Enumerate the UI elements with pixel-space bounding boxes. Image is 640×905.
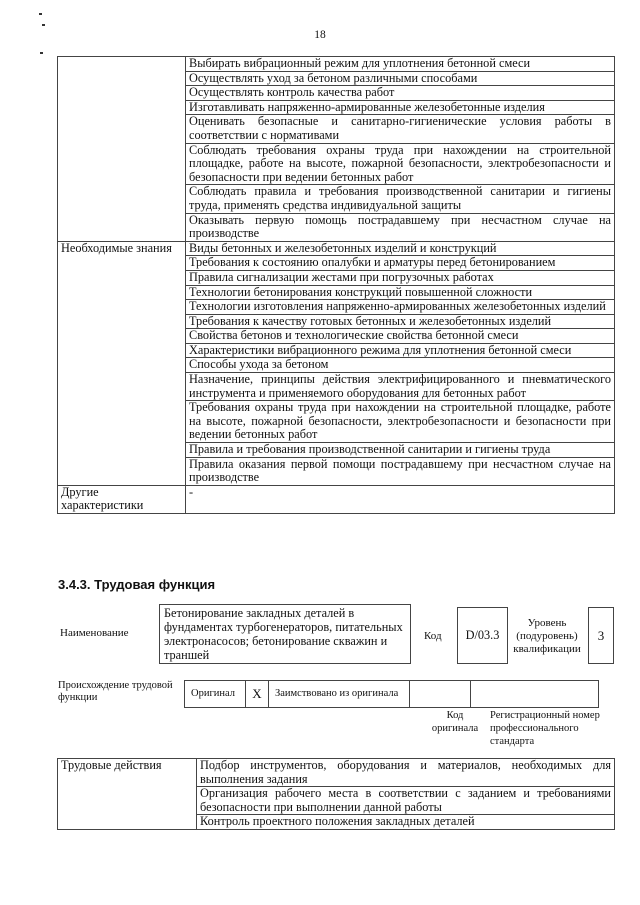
origin-table xyxy=(184,680,599,708)
origin-reg-cell xyxy=(471,681,599,708)
table-cell: Изготавливать напряженно-армированные железобетонные изделия xyxy=(186,100,615,115)
table-cell: Требования охраны труда при нахождении на строительной площадке, работе на высоте, пожарной безопасности, электробезопасности и безопасности при ведении бетонных работ xyxy=(186,401,615,443)
original-mark: X xyxy=(246,681,269,708)
table-cell: Способы ухода за бетоном xyxy=(186,358,615,373)
table-cell: Правила оказания первой помощи пострадавшему при несчастном случае на производстве xyxy=(186,457,615,485)
table-cell: Соблюдать правила и требования производственной санитарии и гигиены труда, применять средства индивидуальной защиты xyxy=(186,185,615,213)
scan-speck xyxy=(39,13,42,15)
table-cell: Контроль проектного положения закладных деталей xyxy=(197,815,615,830)
scan-speck xyxy=(42,24,45,26)
level-label: Уровень (подуровень) квалификации xyxy=(513,617,581,655)
code-label: Код xyxy=(424,630,442,642)
table-cell: Требования к качеству готовых бетонных и железобетонных изделий xyxy=(186,314,615,329)
code-value: D/03.3 xyxy=(457,607,508,664)
table-cell: Организация рабочего места в соответствии с заданием и требованиями безопасности при выполнении данной работы xyxy=(197,787,615,815)
table-cell: Соблюдать требования охраны труда при нахождении на строительной площадке, работе на высоте, пожарной безопасности, электробезопасности и безопасности при ведении бетонных работ xyxy=(186,143,615,185)
skills-knowledge-table xyxy=(57,56,615,514)
table-cell: Виды бетонных и железобетонных изделий и конструкций xyxy=(186,241,615,256)
table-cell: Технологии бетонирования конструкций повышенной сложности xyxy=(186,285,615,300)
page-number: 18 xyxy=(314,29,326,41)
borrowed-cell: Заимствовано из оригинала xyxy=(269,681,410,708)
table-cell: - xyxy=(186,485,615,513)
table-cell: Осуществлять контроль качества работ xyxy=(186,86,615,101)
table-row xyxy=(58,241,615,256)
table-row xyxy=(58,485,615,513)
table-cell: Правила и требования производственной санитарии и гигиены труда xyxy=(186,443,615,458)
row-group-label xyxy=(58,57,186,242)
table-cell: Технологии изготовления напряженно-армированных железобетонных изделий xyxy=(186,300,615,315)
row-group-label: Трудовые действия xyxy=(58,759,197,830)
origin-code-cell xyxy=(410,681,471,708)
table-cell: Назначение, принципы действия электрифицированного и пневматического инструмента и применяемого оборудования для бетонных работ xyxy=(186,373,615,401)
row-group-label: Другие характеристики xyxy=(58,485,186,513)
table-cell: Оказывать первую помощь пострадавшему при несчастном случае на производстве xyxy=(186,213,615,241)
table-cell: Требования к состоянию опалубки и арматуры перед бетонированием xyxy=(186,256,615,271)
name-label: Наименование xyxy=(60,627,129,639)
labor-actions-table xyxy=(57,758,615,830)
table-cell: Выбирать вибрационный режим для уплотнения бетонной смеси xyxy=(186,57,615,72)
row-group-label: Необходимые знания xyxy=(58,241,186,485)
origin-label: Происхождение трудовой функции xyxy=(58,680,173,703)
origin-reg-caption: Регистрационный номер профессионального стандарта xyxy=(490,710,600,747)
origin-code-caption: Код оригинала xyxy=(431,710,479,734)
scan-speck xyxy=(40,52,43,54)
table-cell: Осуществлять уход за бетоном различными способами xyxy=(186,71,615,86)
table-cell: Свойства бетонов и технологические свойства бетонной смеси xyxy=(186,329,615,344)
table-row xyxy=(58,759,615,787)
table-row xyxy=(58,57,615,72)
table-cell: Правила сигнализации жестами при погрузочных работах xyxy=(186,270,615,285)
table-cell: Характеристики вибрационного режима для уплотнения бетонной смеси xyxy=(186,343,615,358)
section-title: 3.4.3. Трудовая функция xyxy=(58,577,216,592)
original-cell: Оригинал xyxy=(185,681,246,708)
table-cell: Оценивать безопасные и санитарно-гигиенические условия работы в соответствии с нормативами xyxy=(186,115,615,143)
table-cell: Подбор инструментов, оборудования и материалов, необходимых для выполнения задания xyxy=(197,759,615,787)
function-name-value: Бетонирование закладных деталей в фундаментах турбогенераторов, питательных электронасосов; бетонирование скважин и траншей xyxy=(159,604,411,664)
level-value: 3 xyxy=(588,607,614,664)
